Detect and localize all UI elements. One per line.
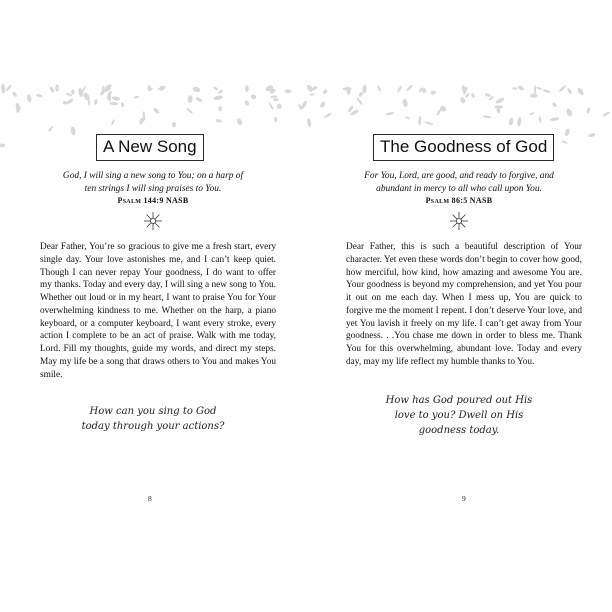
flower-ornament-icon [449, 211, 469, 231]
reflection-prompt-inner: How has God poured out His love to you? Dwell on His goodness today. [385, 395, 533, 436]
right-page [306, 0, 612, 612]
reflection-prompt [0, 404, 306, 434]
verse-reference: Psalm 86:5 NASB [425, 196, 493, 205]
page-number: 9 [462, 494, 466, 503]
verse-text [0, 170, 306, 195]
prayer-body: Dear Father, You’re so gracious to give me a fresh start, every single day. Your love astonishes me, and I can’t keep quiet. Though I can never repay Your goodness, I do want to offer my thanks. Today and every day, I will sing a new song to You. Whether out loud or in my heart, I want to praise You for Your overwhelming kindness to me. Whether on the harp, a piano keyboard, or a computer keyboard, I want every stroke, every action I complete to be an act of praise. Walk with me today, Lord. Fill my thoughts, guide my words, and direct my steps. May my life be a song that draws others to You and makes You smile. [40, 242, 276, 380]
page-title: A New Song [96, 134, 204, 161]
page-number: 8 [148, 494, 152, 503]
reflection-prompt-inner: How can you sing to God today through your actions? [81, 406, 225, 432]
prayer-body: Dear Father, this is such a beautiful description of Your character. Yet even these words don’t begin to cover how good, how merciful, how kind, how amazing and awesome You are. Your goodness is beyond my comprehension, and yet You pour it out on me each day. When I mess up, You are quick to forgive me the moment I repent. I don’t deserve Your love, and yet You lavish it freely on my life. I can’t get away from Your goodness. . .You chase me down in order to bless me. Thank You for this overwhelming, abundant love. Today and every day, may my life reflect my humble thanks to You. [346, 242, 582, 367]
reflection-prompt [306, 393, 612, 438]
flower-ornament-icon [143, 211, 163, 231]
verse-text-inner: God, I will sing a new song to You; on a harp of ten strings I will sing praises to You. [62, 171, 244, 194]
verse-text-inner: For You, Lord, are good, and ready to forgive, and abundant in mercy to all who call upon You. [364, 171, 554, 194]
verse-reference: Psalm 144:9 NASB [117, 196, 189, 205]
page-title: The Goodness of God [373, 134, 554, 161]
verse-text [306, 170, 612, 195]
